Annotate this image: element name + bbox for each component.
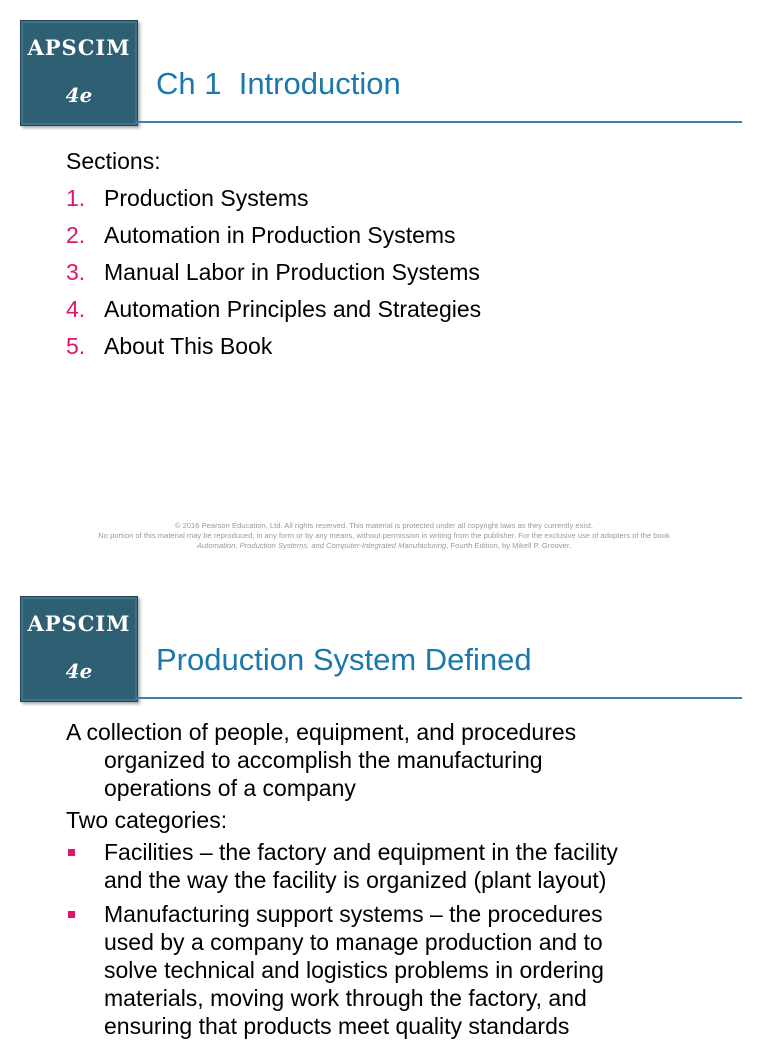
text-line: A collection of people, equipment, and procedures: [66, 719, 577, 745]
title-divider: [136, 121, 742, 123]
slide-title: Ch 1 Introduction: [156, 66, 401, 101]
text-line: operations of a company: [104, 775, 356, 801]
title-divider: [136, 697, 742, 699]
apscim-logo: [20, 596, 138, 702]
list-number: 3.: [66, 259, 86, 285]
text-line: ensuring that products meet quality standards: [104, 1013, 570, 1039]
list-number: 5.: [66, 333, 86, 359]
footer-line: © 2016 Pearson Education, Ltd. All rights reserved. This material is protected under all copyright laws as they currently exist.: [174, 521, 594, 530]
book-title: Automation, Production Systems, and Computer-Integrated Manufacturing: [196, 541, 447, 550]
bullet-square-icon: [68, 911, 75, 918]
bullet-item: [66, 900, 738, 1040]
text-line: Facilities – the factory and equipment in the facility: [104, 839, 618, 865]
text-line: materials, moving work through the factory, and: [104, 985, 587, 1011]
text-line: used by a company to manage production and to: [104, 929, 603, 955]
book-edition: , Fourth Edition, by Mikell P. Groover.: [446, 541, 572, 550]
list-number: 1.: [66, 185, 86, 211]
list-item: [66, 257, 738, 294]
list-item: [66, 331, 738, 368]
list-label: Automation in Production Systems: [104, 222, 456, 248]
sections-label: Sections:: [66, 148, 161, 174]
footer-line: No portion of this material may be reproduced, in any form or by any means, without permission in writing from the publisher. For the exclusive use of adopters of the book: [98, 531, 670, 540]
list-label: About This Book: [104, 333, 273, 359]
slide-production-system-defined: [0, 576, 768, 1039]
logo-text: APSCIM: [27, 35, 131, 60]
slide-title: Production System Defined: [156, 642, 532, 677]
list-label: Production Systems: [104, 185, 309, 211]
logo-text: APSCIM: [27, 611, 131, 636]
text-line: solve technical and logistics problems in ordering: [104, 957, 604, 983]
bullet-item: [66, 838, 738, 894]
copyright-footer: [0, 521, 768, 551]
text-line: organized to accomplish the manufacturing: [104, 747, 543, 773]
footer-line: [0, 541, 768, 551]
list-item: [66, 294, 738, 331]
sections-list: [66, 146, 738, 368]
list-label: Manual Labor in Production Systems: [104, 259, 480, 285]
list-number: 4.: [66, 296, 86, 322]
list-label: Automation Principles and Strategies: [104, 296, 482, 322]
list-item: [66, 183, 738, 220]
logo-edition: 4e: [65, 659, 93, 683]
categories-label: Two categories:: [66, 807, 228, 833]
slide-body: [66, 718, 738, 1046]
list-item: [66, 220, 738, 257]
apscim-logo: [20, 20, 138, 126]
list-number: 2.: [66, 222, 86, 248]
bullet-square-icon: [68, 849, 75, 856]
text-line: and the way the facility is organized (plant layout): [104, 867, 607, 893]
text-line: Manufacturing support systems – the procedures: [104, 901, 603, 927]
logo-edition: 4e: [65, 83, 93, 107]
definition-text: [66, 718, 738, 802]
